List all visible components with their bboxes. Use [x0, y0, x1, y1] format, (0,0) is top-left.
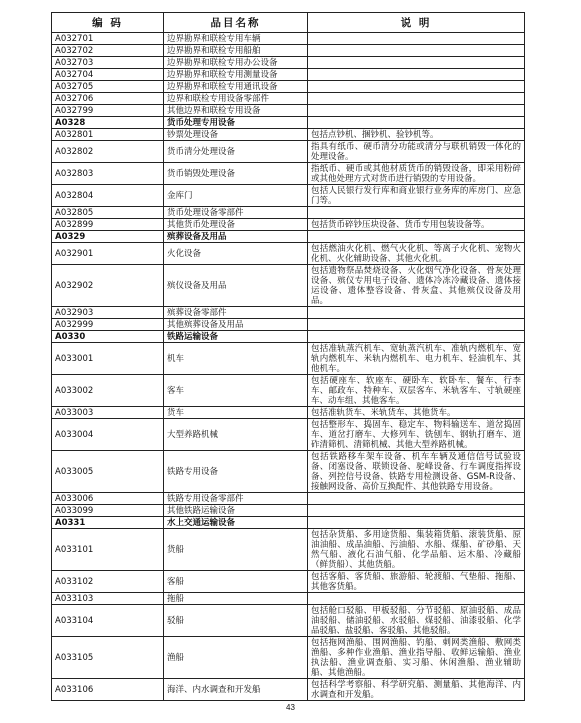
header-code: 编 码: [52, 13, 164, 33]
cell-desc: [308, 307, 525, 319]
cell-name: 铁路专用设备零部件: [164, 493, 308, 505]
table-row: [52, 493, 525, 505]
table-row: [52, 265, 525, 307]
cell-name: 货币处理专用设备: [164, 117, 308, 129]
cell-name: 铁路专用设备: [164, 451, 308, 493]
cell-desc: [308, 331, 525, 343]
cell-desc: [308, 593, 525, 605]
cell-name: 边界和联检专用设备零部件: [164, 93, 308, 105]
table-row: [52, 81, 525, 93]
cell-name: 货币销毁处理设备: [164, 163, 308, 185]
cell-name: 驳船: [164, 605, 308, 637]
table-row: [52, 141, 525, 163]
table-row: [52, 185, 525, 207]
table-header-row: [52, 13, 525, 33]
category-row: [52, 231, 525, 243]
cell-name: 渔船: [164, 637, 308, 679]
cell-name: 其他边界和联检专用设备: [164, 105, 308, 117]
cell-code: A033104: [52, 605, 164, 637]
table-row: [52, 163, 525, 185]
cell-name: 客船: [164, 571, 308, 593]
cell-desc: 包括整形车、捣固车、稳定车、物料输送车、道岔捣固车、道岔打磨车、大修列车、铣刨车、钢轨打磨车、道砟清筛机、清筛机械、其他大型养路机械。: [308, 419, 525, 451]
cell-code: A032901: [52, 243, 164, 265]
table-row: [52, 307, 525, 319]
cell-desc: [308, 81, 525, 93]
table-row: [52, 451, 525, 493]
cell-name: 海洋、内水调查和开发船: [164, 679, 308, 701]
cell-desc: [308, 57, 525, 69]
cell-desc: 包括硬座车、软座车、硬卧车、软卧车、餐车、行李车、邮政车、特种车、双层客车、米轨客车、寸轨硬座车、动车组、其他客车。: [308, 375, 525, 407]
catalog-table: [51, 12, 525, 701]
table-row: [52, 93, 525, 105]
table-row: [52, 593, 525, 605]
cell-desc: 包括科学考察船、科学研究船、测量船、其他海洋、内水调查和开发船。: [308, 679, 525, 701]
cell-desc: 包括客船、客货船、旅游船、轮渡船、气垫船、拖船、其他客货船。: [308, 571, 525, 593]
cell-code: A032701: [52, 33, 164, 45]
cell-desc: 包括杂货船、多用途货船、集装箱货船、滚装货船、原油油船、成品油船、污油船、水船、煤船、矿砂船、天然气船、液化石油气船、化学品船、运木船、冷藏船（鲜货船）、其他货船。: [308, 529, 525, 571]
cell-code: A032702: [52, 45, 164, 57]
table-row: [52, 571, 525, 593]
cell-desc: 包括舱口驳船、甲板驳船、分节驳船、原油驳船、成品油驳船、储油驳船、水驳船、煤驳船、油漆驳船、化学品驳船、盐驳船、客驳船、其他驳船。: [308, 605, 525, 637]
cell-code: A033004: [52, 419, 164, 451]
table-row: [52, 105, 525, 117]
cell-desc: [308, 231, 525, 243]
cell-name: 铁路运输设备: [164, 331, 308, 343]
table-row: [52, 605, 525, 637]
table-row: [52, 375, 525, 407]
cell-desc: 指纸币、硬币或其他材质货币的销毁设备，即采用粉碎或其他处理方式对货币进行销毁的专用设备。: [308, 163, 525, 185]
cell-code: A032902: [52, 265, 164, 307]
cell-code: A032801: [52, 129, 164, 141]
cell-desc: [308, 505, 525, 517]
cell-name: 殡葬设备及用品: [164, 231, 308, 243]
table-row: [52, 69, 525, 81]
cell-code: A033101: [52, 529, 164, 571]
cell-name: 边界勘界和联检专用办公设备: [164, 57, 308, 69]
cell-code: A032899: [52, 219, 164, 231]
cell-desc: [308, 105, 525, 117]
cell-desc: [308, 93, 525, 105]
table-row: [52, 319, 525, 331]
cell-name: 货币清分处理设备: [164, 141, 308, 163]
table-row: [52, 57, 525, 69]
table-body: [52, 33, 525, 701]
cell-code: A033106: [52, 679, 164, 701]
table-row: [52, 219, 525, 231]
cell-code: A033002: [52, 375, 164, 407]
cell-desc: 包括人民银行发行库和商业银行业务库的库房门、应急门等。: [308, 185, 525, 207]
cell-code: A0329: [52, 231, 164, 243]
cell-desc: 包括准轨蒸汽机车、宽轨蒸汽机车、准轨内燃机车、宽轨内燃机车、米轨内燃机车、电力机车、轻油机车、其他机车。: [308, 343, 525, 375]
header-name: 品目名称: [164, 13, 308, 33]
cell-desc: [308, 45, 525, 57]
cell-code: A032999: [52, 319, 164, 331]
cell-code: A032704: [52, 69, 164, 81]
cell-name: 货船: [164, 529, 308, 571]
table-row: [52, 45, 525, 57]
cell-name: 金库门: [164, 185, 308, 207]
cell-code: A033102: [52, 571, 164, 593]
cell-code: A0330: [52, 331, 164, 343]
cell-name: 钞票处理设备: [164, 129, 308, 141]
cell-desc: 包括遗物祭品焚烧设备、火化烟气净化设备、骨灰处理设备、殡仪专用电子设备、遗体冷冻冷藏设备、遗体接运设备、遗体整容设备、骨灰盒、其他殡仪设备及用品。: [308, 265, 525, 307]
cell-name: 殡仪设备及用品: [164, 265, 308, 307]
cell-name: 其他货币处理设备: [164, 219, 308, 231]
header-desc: 说 明: [308, 13, 525, 33]
cell-code: A033003: [52, 407, 164, 419]
cell-desc: [308, 117, 525, 129]
cell-code: A033005: [52, 451, 164, 493]
cell-code: A033006: [52, 493, 164, 505]
cell-desc: 指具有纸币、硬币清分功能或清分与联机销毁一体化的处理设备。: [308, 141, 525, 163]
cell-code: A032903: [52, 307, 164, 319]
table-row: [52, 129, 525, 141]
cell-code: A032804: [52, 185, 164, 207]
category-row: [52, 331, 525, 343]
cell-desc: 包括铁路移车架车设备、机车车辆及通信信号试验设备、闭塞设备、联锁设备、驼峰设备、行车调度指挥设备、列控信号设备、铁路专用检测设备、GSM-R设备、接触网设备、高价互换配件、其他铁路专用设备。: [308, 451, 525, 493]
cell-name: 水上交通运输设备: [164, 517, 308, 529]
table-row: [52, 679, 525, 701]
cell-desc: 包括货币碎钞压块设备、货币专用包装设备等。: [308, 219, 525, 231]
table-row: [52, 407, 525, 419]
cell-code: A0331: [52, 517, 164, 529]
cell-name: 殡葬设备零部件: [164, 307, 308, 319]
table-row: [52, 505, 525, 517]
cell-name: 大型养路机械: [164, 419, 308, 451]
table-row: [52, 343, 525, 375]
cell-name: 机车: [164, 343, 308, 375]
cell-name: 拖船: [164, 593, 308, 605]
table-row: [52, 419, 525, 451]
cell-name: 货币处理设备零部件: [164, 207, 308, 219]
table-row: [52, 243, 525, 265]
cell-name: 边界勘界和联检专用车辆: [164, 33, 308, 45]
cell-name: 其他殡葬设备及用品: [164, 319, 308, 331]
cell-name: 其他铁路运输设备: [164, 505, 308, 517]
cell-code: A032799: [52, 105, 164, 117]
cell-name: 边界勘界和联检专用通讯设备: [164, 81, 308, 93]
cell-code: A033001: [52, 343, 164, 375]
cell-code: A033103: [52, 593, 164, 605]
cell-desc: 包括拖网渔船、围网渔船、钓船、刺网类渔船、敷网类渔船、多种作业渔船、渔业指导船、收鲜运输船、渔业执法船、渔业调查船、实习船、休闲渔船、渔业辅助船、其他渔船。: [308, 637, 525, 679]
cell-desc: 包括燃油火化机、燃气火化机、等离子火化机、宠物火化机、火化辅助设备、其他火化机。: [308, 243, 525, 265]
cell-desc: [308, 69, 525, 81]
cell-code: A033105: [52, 637, 164, 679]
cell-name: 火化设备: [164, 243, 308, 265]
cell-code: A032803: [52, 163, 164, 185]
category-row: [52, 117, 525, 129]
cell-desc: 包括准轨货车、米轨货车、其他货车。: [308, 407, 525, 419]
cell-code: A032705: [52, 81, 164, 93]
category-row: [52, 517, 525, 529]
table-row: [52, 529, 525, 571]
page-number: 43: [286, 703, 295, 712]
cell-desc: [308, 517, 525, 529]
cell-desc: [308, 493, 525, 505]
cell-name: 边界勘界和联检专用测量设备: [164, 69, 308, 81]
table-row: [52, 33, 525, 45]
cell-code: A032805: [52, 207, 164, 219]
cell-desc: [308, 33, 525, 45]
cell-code: A032703: [52, 57, 164, 69]
cell-name: 客车: [164, 375, 308, 407]
cell-desc: [308, 319, 525, 331]
cell-code: A032802: [52, 141, 164, 163]
cell-code: A0328: [52, 117, 164, 129]
cell-name: 货车: [164, 407, 308, 419]
table-row: [52, 207, 525, 219]
table-row: [52, 637, 525, 679]
cell-desc: [308, 207, 525, 219]
cell-name: 边界勘界和联检专用船舶: [164, 45, 308, 57]
cell-code: A033099: [52, 505, 164, 517]
cell-desc: 包括点钞机、捆钞机、验钞机等。: [308, 129, 525, 141]
cell-code: A032706: [52, 93, 164, 105]
